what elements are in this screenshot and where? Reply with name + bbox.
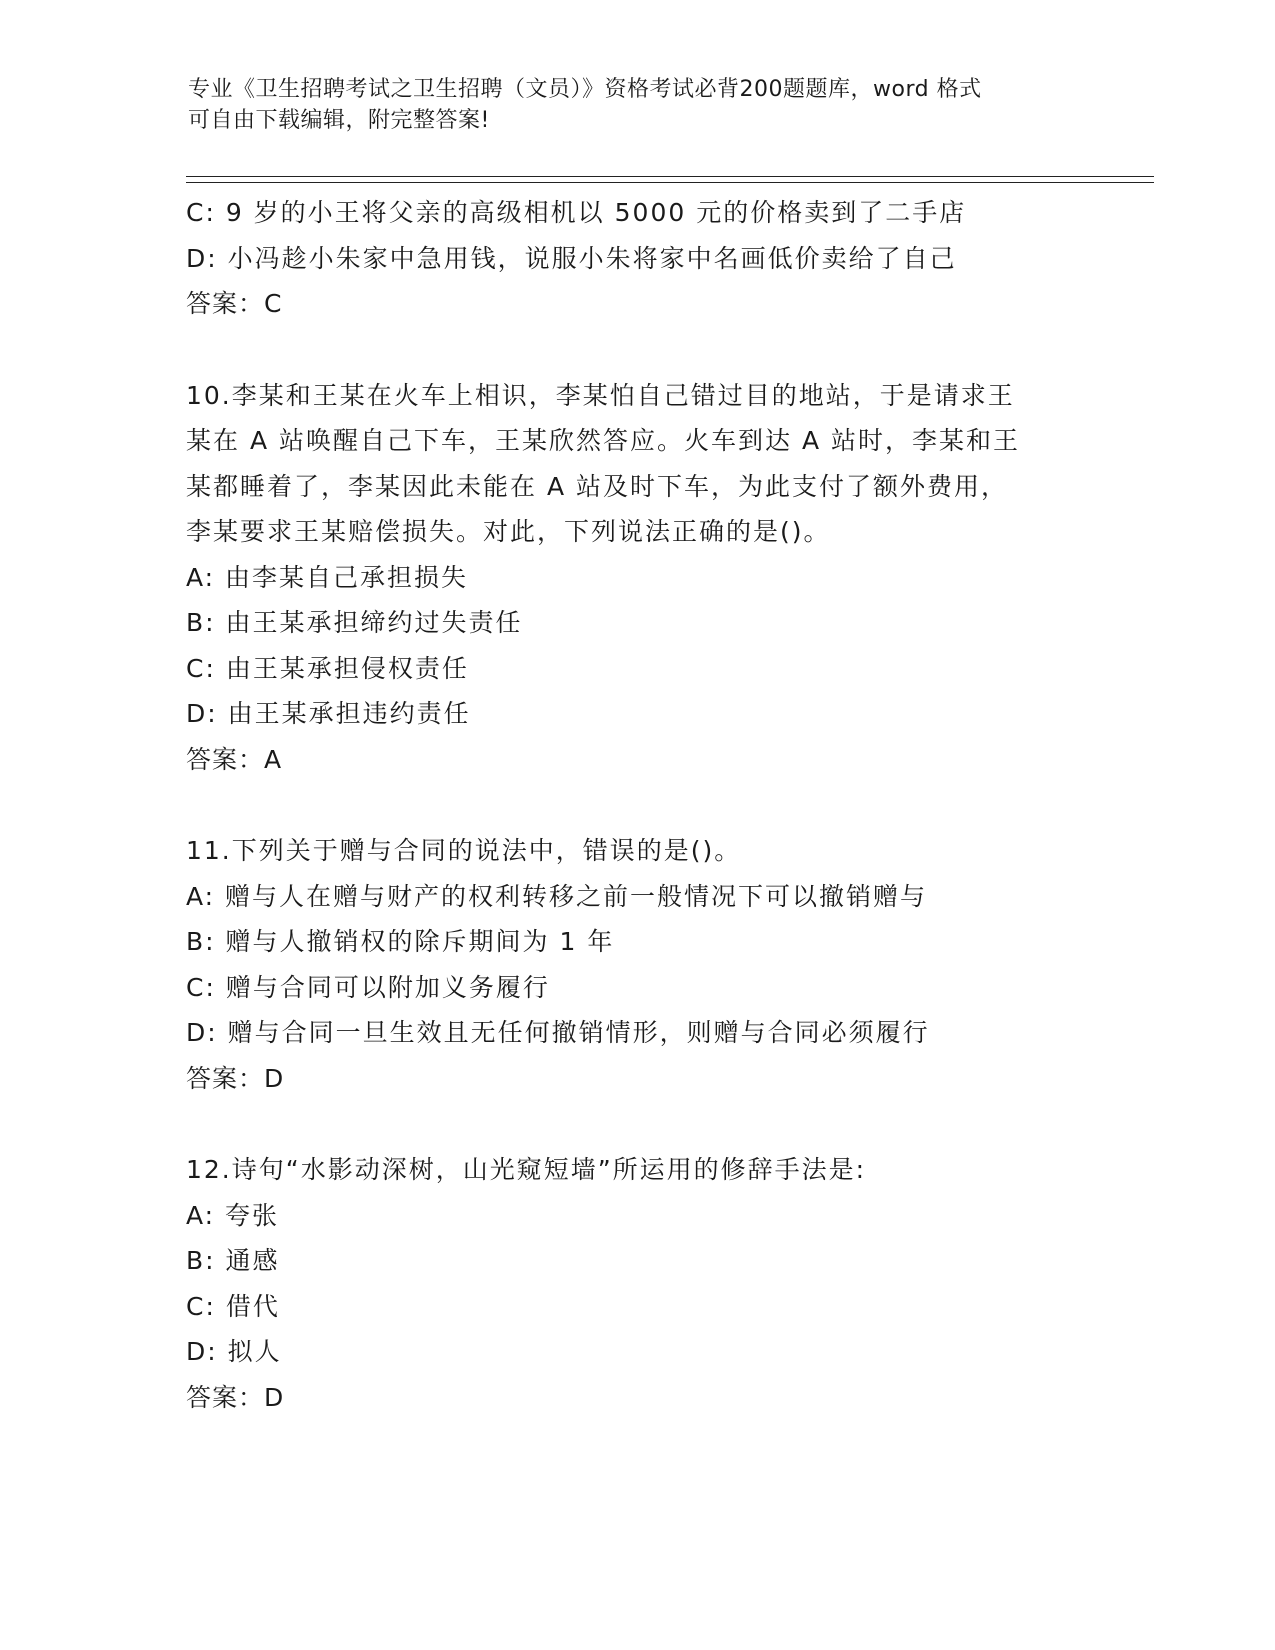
document-header: [188, 74, 1088, 136]
option-b: B: 赠与人撤销权的除斥期间为 1 年: [186, 927, 615, 956]
option-d: D: 赠与合同一旦生效且无任何撤销情形，则赠与合同必须履行: [186, 1018, 930, 1047]
option-c: C: 由王某承担侵权责任: [186, 653, 469, 683]
option-c: C: 赠与合同可以附加义务履行: [186, 972, 550, 1002]
header-line-2: 可自由下载编辑，附完整答案!: [188, 108, 490, 133]
option-a: A: 赠与人在赠与财产的权利转移之前一般情况下可以撤销赠与: [186, 881, 928, 911]
option-d: D: 拟人: [186, 1337, 282, 1366]
question-12: [186, 1147, 1086, 1420]
question-9-continued: [186, 190, 1086, 327]
option-a: A: 夸张: [186, 1200, 280, 1230]
option-a: A: 由李某自己承担损失: [186, 562, 469, 592]
option-b: B: 通感: [186, 1246, 280, 1275]
header-rule-top: [186, 176, 1154, 177]
question-10: [186, 373, 1086, 783]
option-d: D: 由王某承担违约责任: [186, 699, 471, 728]
question-stem: 11.下列关于赠与合同的说法中，错误的是()。: [186, 836, 742, 865]
option-c: C: 9 岁的小王将父亲的高级相机以 5000 元的价格卖到了二手店: [186, 198, 967, 227]
header-rule-bottom: [186, 182, 1154, 183]
question-stem-line: 某都睡着了，李某因此未能在 A 站及时下车，为此支付了额外费用，: [186, 471, 1008, 501]
question-stem-line: 某在 A 站唤醒自己下车，王某欣然答应。火车到达 A 站时，李某和王: [186, 426, 1020, 455]
answer: 答案：D: [186, 1382, 285, 1412]
spacer: [186, 1101, 1086, 1147]
header-line-1: 专业《卫生招聘考试之卫生招聘（文员）》资格考试必背200题题库，word 格式: [188, 77, 982, 102]
answer: 答案：D: [186, 1063, 285, 1093]
option-b: B: 由王某承担缔约过失责任: [186, 608, 523, 637]
question-stem-line: 10.李某和王某在火车上相识，李某怕自己错过目的地站，于是请求王: [186, 380, 1015, 410]
question-stem-line: 李某要求王某赔偿损失。对此，下列说法正确的是()。: [186, 517, 831, 546]
answer: 答案：A: [186, 744, 283, 774]
spacer: [186, 327, 1086, 373]
spacer: [186, 782, 1086, 828]
option-d: D: 小冯趁小朱家中急用钱，说服小朱将家中名画低价卖给了自己: [186, 243, 957, 273]
document-body: [186, 190, 1086, 1420]
question-stem: 12.诗句“水影动深树，山光窥短墙”所运用的修辞手法是:: [186, 1155, 867, 1184]
answer: 答案：C: [186, 289, 283, 318]
question-11: [186, 828, 1086, 1101]
option-c: C: 借代: [186, 1291, 280, 1321]
